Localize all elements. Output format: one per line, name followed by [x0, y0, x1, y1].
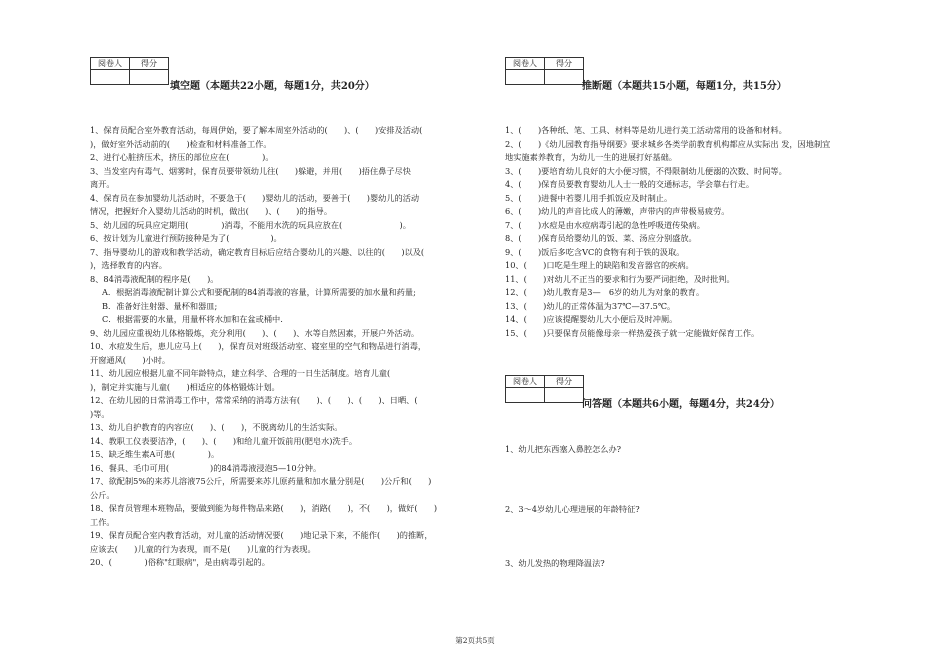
question-line: )等。 [90, 408, 110, 419]
question-line: )，选择教育的内容。 [90, 260, 167, 270]
qa-section-title: 问答题（本题共6小题，每题4分，共24分） [582, 399, 780, 410]
option-line: B．准备好注射器、量杯和器皿; [102, 300, 218, 311]
fill-blank-questions [90, 124, 437, 570]
judgment-section-title: 推断题（本题共15小题，每题1分，共15分） [582, 81, 787, 92]
reviewer-cell [506, 70, 545, 85]
question-line: 开窗通风( )小时。 [90, 354, 171, 365]
question-line: 2、( )《幼儿园教育指导纲要》要求城乡各类学前教育机构都应从实际出 发，因地制宜 [505, 138, 831, 149]
option-line: C．根据需要的水量，用量杯将水加和在盆或桶中. [102, 314, 283, 324]
judgment-questions [505, 124, 830, 340]
reviewer-label: 阅卷人 [506, 376, 545, 388]
question-line: 14、教职工仪表要洁净，( )、( )和给儿童开饭前用(肥皂水)洗手。 [90, 435, 358, 446]
qa-question: 1、幼儿把东西塞入鼻腔怎么办? [505, 444, 622, 454]
reviewer-cell [91, 70, 130, 85]
question-line: 15、( )只要保育员能像母亲一样热爱孩子就一定能做好保育工作。 [505, 327, 760, 338]
question-line: 应该去( )儿童的行为表现，而不是( )儿童的行为表现。 [90, 543, 316, 554]
question-line: 地实施素养教育，为幼儿一生的进展打好基础。 [505, 152, 677, 162]
question-line: )，制定并实施与儿童( )相适应的体格锻炼计划。 [90, 381, 280, 392]
question-line: 工作。 [90, 516, 115, 527]
reviewer-label: 阅卷人 [91, 58, 130, 70]
score-cell [545, 388, 584, 403]
question-line: 17、欲配制5%的来苏儿溶液75公斤，所需要来苏儿原药量和加水量分别是( )公斤和( ) [90, 476, 432, 486]
page-number: 第2页共5页 [455, 636, 495, 645]
reviewer-cell [506, 388, 545, 403]
question-line: 18、保育员管理本班物品，要做到能为每件物品来路( )，消路( )，不( )，做好( ) [90, 503, 438, 513]
question-line: 12、在幼儿园的日常消毒工作中，常常采纳的消毒方法有( )、( )、( )、日晒、( [90, 395, 434, 405]
question-line: 10、( )口吃是生理上的缺陷和发音器官的疾病。 [505, 260, 694, 270]
question-line: 9、幼儿园应重视幼儿体格锻炼，充分利用( )、( )、水等自然因素，开展户外活动。 [90, 327, 420, 338]
question-line: 14、( )应该提醒婴幼儿大小便后及时冲厕。 [505, 314, 678, 324]
question-line: 7、( )水痘是由水痘病毒引起的急性呼吸道传染病。 [505, 219, 705, 230]
question-line: )，做好室外活动前的( )检查和材料准备工作。 [90, 138, 272, 149]
question-line: 8、84消毒液配制的程序是( )。 [90, 273, 219, 284]
reviewer-label: 阅卷人 [506, 58, 545, 70]
question-line: 4、保育员在参加婴幼儿活动时，不要急于( )婴幼儿的活动，要善于( )婴幼儿的活动 [90, 192, 420, 203]
question-line: 6、按计划为儿童进行预防接种是为了( )。 [90, 233, 282, 243]
question-line: 6、( )幼儿的声音比成人的薄嫩，声带内的声带极易疲劳。 [505, 206, 730, 216]
question-line: 8、( )保育员给婴幼儿的饭、菜、汤应分别盛放。 [505, 233, 697, 243]
question-line: 15、缺乏维生素A可患( )。 [90, 449, 220, 459]
question-line: 5、幼儿园的玩具应定期用( )消毒，不能用水洗的玩具应放在( )。 [90, 219, 411, 230]
question-line: 1、保育员配合室外教育活动，每周伊始，要了解本周室外活动的( )、( )安排及活动( [90, 125, 423, 135]
question-line: 1、( )各种纸、笔、工具、材料等是幼儿进行美工活动常用的设备和材料。 [505, 125, 787, 135]
question-line: 10、水痘发生后，患儿应马上( )，保育员对班级活动室、寝室里的空气和物品进行消毒， [90, 341, 427, 351]
question-line: 5、( )进餐中若婴儿用手抓饭应及时制止。 [505, 192, 673, 203]
question-line: 4、( )保育员要教育婴幼儿人士一般的交通标志，学会靠右行走。 [505, 179, 755, 189]
question-line: 情况，把握好介入婴幼儿活动的时机，做出( )、( )的指导。 [90, 206, 333, 216]
left-score-box [90, 57, 169, 85]
option-line: A．根据消毒液配制计算公式和要配制的84消毒液的容量，计算所需要的加水量和药量; [102, 287, 416, 297]
question-line: 11、幼儿园应根据儿童不同年龄特点，建立科学、合理的一日生活制度。培育儿童( [90, 368, 423, 378]
question-line: 19、保育员配合室内教育活动，对儿童的活动情况要( )地记录下来，不能作( )的推断， [90, 530, 433, 540]
question-line: 20、( )俗称"红眼病"，是由病毒引起的。 [90, 557, 270, 567]
question-line: 12、( )幼儿教育是3— 6岁的幼儿为对象的教育。 [505, 287, 705, 297]
question-line: 13、幼儿自护教育的内容应( )、( )，不脱离幼儿的生活实际。 [90, 422, 343, 432]
score-label: 得分 [545, 58, 584, 70]
score-cell [130, 70, 169, 85]
question-line: 16、餐具、毛巾可用( )的84消毒液浸泡5—10分钟。 [90, 462, 322, 473]
question-line: 11、( )对幼儿不正当的要求和行为要严词拒绝，及时批判。 [505, 273, 735, 284]
score-label: 得分 [130, 58, 169, 70]
question-line: 2、进行心脏挤压术，挤压的部位应在( )。 [90, 152, 274, 162]
question-line: 9、( )饭后多吃含VC的食物有利于铁的汲取。 [505, 246, 685, 257]
question-line: 离开。 [90, 179, 115, 189]
score-label: 得分 [545, 376, 584, 388]
question-line: 13、( )幼儿的正常体温为37℃—37.5℃。 [505, 300, 676, 311]
score-cell [545, 70, 584, 85]
question-line: 7、指导婴幼儿的游戏和教学活动，确定教育目标后应结合婴幼儿的兴趣、以往的( )以及( [90, 246, 425, 257]
question-line: 3、当发室内有毒气、烟雾时，保育员要带领幼儿往( )躲避，并用( )捂住鼻子尽快 [90, 165, 411, 176]
qa-question: 3、幼儿发热的物理降温法? [505, 558, 605, 568]
qa-score-box [505, 375, 584, 403]
question-line: 公斤。 [90, 489, 115, 500]
fill-blank-section-title: 填空题（本题共22小题，每题1分，共20分） [170, 81, 375, 92]
qa-question: 2、3～4岁幼儿心理进展的年龄特征? [505, 504, 640, 514]
right-score-box [505, 57, 584, 85]
question-line: 3、( )要培育幼儿良好的大小便习惯，不得限制幼儿便溺的次数、时间等。 [505, 165, 787, 176]
